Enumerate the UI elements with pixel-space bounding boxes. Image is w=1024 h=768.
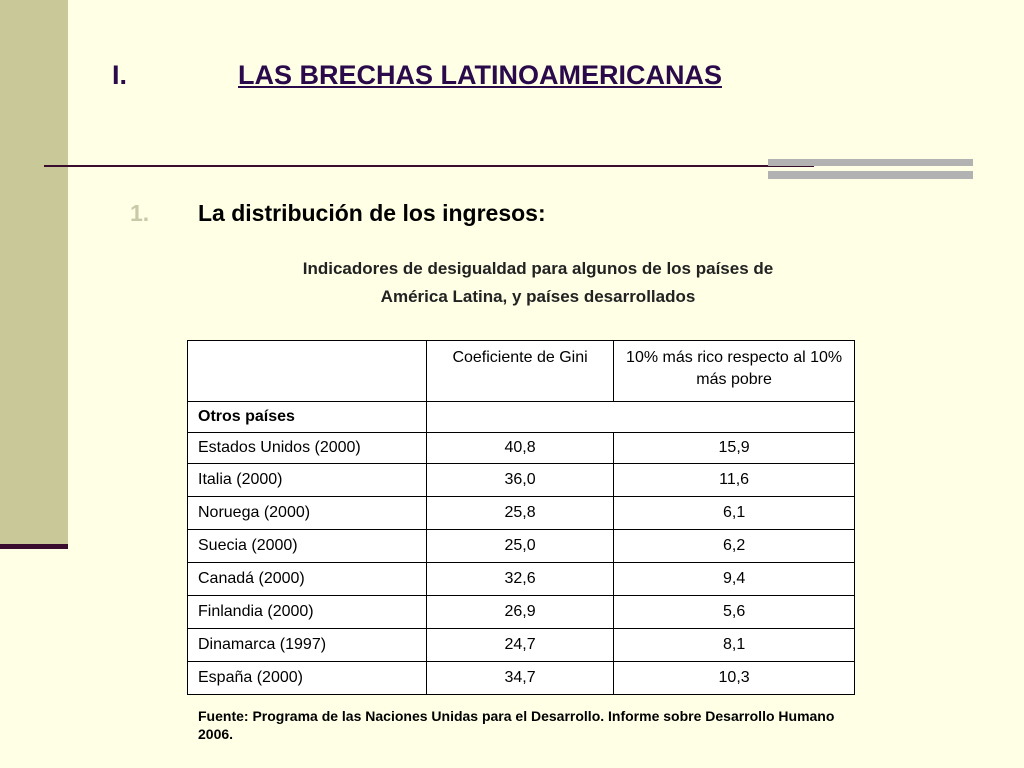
ratio-cell: 11,6 [614, 464, 855, 497]
table-row [188, 464, 855, 497]
left-accent-underline [0, 544, 68, 549]
page-title: LAS BRECHAS LATINOAMERICANAS [238, 60, 722, 90]
accent-stripe-top [768, 159, 973, 166]
gini-cell: 26,9 [426, 596, 613, 629]
ratio-cell: 5,6 [614, 596, 855, 629]
table-row [188, 629, 855, 662]
gini-cell: 34,7 [426, 662, 613, 695]
header-empty [188, 341, 427, 402]
ratio-cell: 6,2 [614, 530, 855, 563]
ratio-cell: 8,1 [614, 629, 855, 662]
group-empty-cell [426, 402, 854, 433]
country-cell: Noruega (2000) [188, 497, 427, 530]
source-note: Fuente: Programa de las Naciones Unidas para el Desarrollo. Informe sobre Desarrollo Humano 2006. [198, 708, 835, 742]
ratio-cell: 9,4 [614, 563, 855, 596]
accent-stripe-bottom [768, 171, 973, 179]
gini-cell: 40,8 [426, 433, 613, 464]
country-cell: Finlandia (2000) [188, 596, 427, 629]
table-row [188, 596, 855, 629]
caption-line-1: Indicadores de desigualdad para algunos de los países de [302, 259, 774, 278]
country-cell: Dinamarca (1997) [188, 629, 427, 662]
ratio-cell: 10,3 [614, 662, 855, 695]
ratio-cell: 6,1 [614, 497, 855, 530]
table-row [188, 497, 855, 530]
gini-cell: 25,0 [426, 530, 613, 563]
table-header-row [188, 341, 855, 402]
section-subtitle: La distribución de los ingresos: [198, 200, 546, 226]
table-caption [238, 255, 838, 311]
country-cell: Estados Unidos (2000) [188, 433, 427, 464]
title-divider [44, 165, 814, 167]
table-row [188, 662, 855, 695]
group-label: Otros países [188, 402, 427, 433]
country-cell: Italia (2000) [188, 464, 427, 497]
header-gini: Coeficiente de Gini [426, 341, 613, 402]
title-number: I. [112, 60, 128, 90]
gini-cell: 36,0 [426, 464, 613, 497]
country-cell: Canadá (2000) [188, 563, 427, 596]
table-row [188, 433, 855, 464]
ratio-cell: 15,9 [614, 433, 855, 464]
inequality-table [187, 340, 855, 695]
gini-cell: 25,8 [426, 497, 613, 530]
left-accent-bar [0, 0, 68, 548]
gini-cell: 32,6 [426, 563, 613, 596]
caption-line-2: América Latina, y países desarrollados [380, 287, 696, 306]
country-cell: Suecia (2000) [188, 530, 427, 563]
header-ratio: 10% más rico respecto al 10% más pobre [614, 341, 855, 402]
country-cell: España (2000) [188, 662, 427, 695]
table-row [188, 563, 855, 596]
group-row [188, 402, 855, 433]
table-row [188, 530, 855, 563]
subtitle-number: 1. [130, 200, 150, 226]
gini-cell: 24,7 [426, 629, 613, 662]
